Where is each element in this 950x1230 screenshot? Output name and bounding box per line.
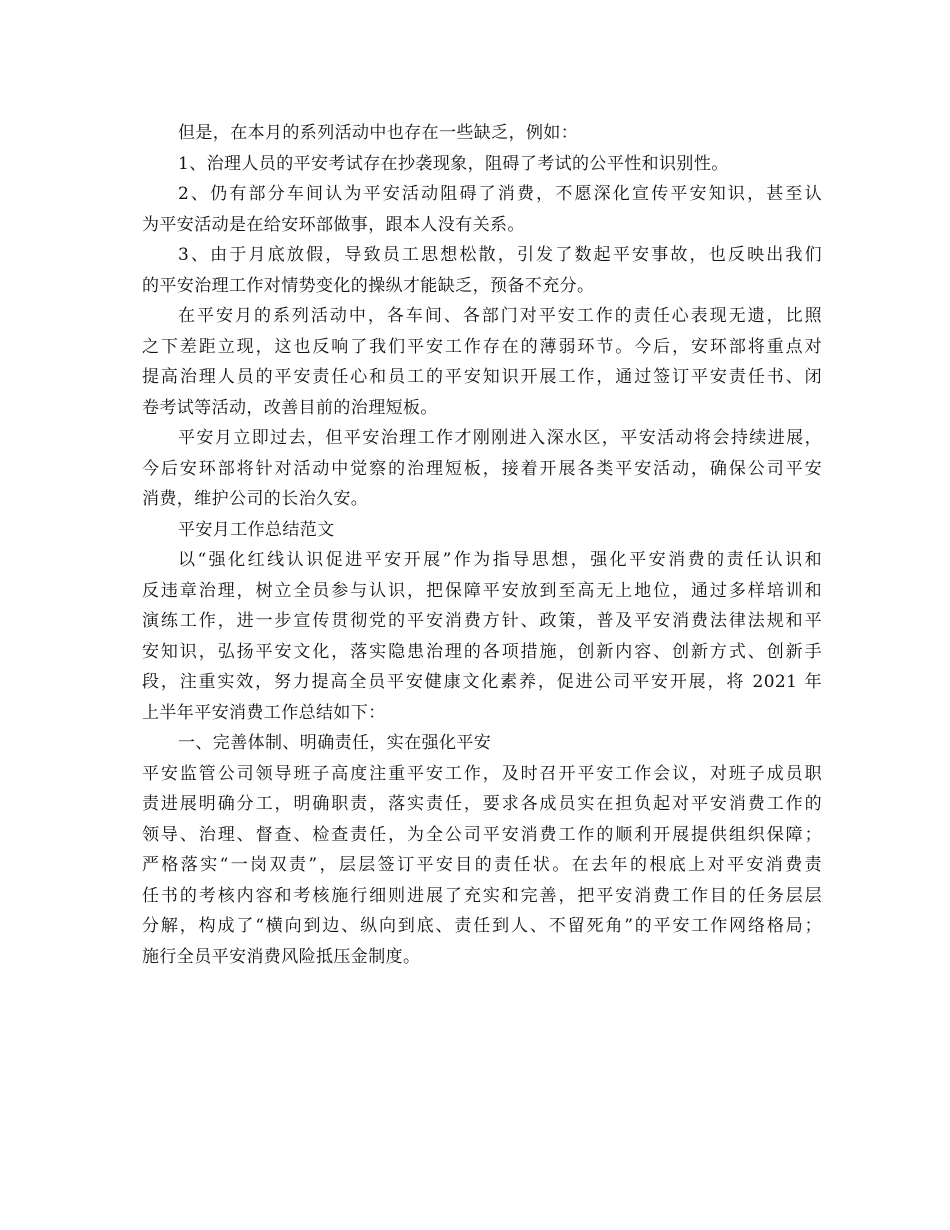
text-line: 卷考试等活动，改善目前的治理短板。 (142, 397, 438, 418)
text-line: 领导、治理、督查、检查责任，为全公司平安消费工作的顺利开展提供组织保障； (142, 824, 822, 845)
text-line: 一、完善体制、明确责任，实在强化平安 (178, 733, 492, 753)
text-line: 1、治理人员的平安考试存在抄袭现象，阻碍了考试的公平性和识别性。 (178, 153, 729, 174)
text-line: 上半年平安消费工作总结如下： (142, 702, 386, 723)
text-line: 为平安活动是在给安环部做事，跟本人没有关系。 (142, 214, 525, 235)
text-line: 在平安月的系列活动中，各车间、各部门对平安工作的责任心表现无遗，比照 (178, 306, 822, 326)
text-line: 今后安环部将针对活动中觉察的治理短板，接着开展各类平安活动，确保公司平安 (142, 458, 822, 479)
text-line: 施行全员平安消费风险抵压金制度。 (142, 946, 421, 967)
text-line: 但是，在本月的系列活动中也存在一些缺乏，例如： (178, 123, 579, 143)
text-line: 平安监管公司领导班子高度注重平安工作，及时召开平安工作会议，对班子成员职 (142, 763, 822, 784)
text-line: 段，注重实效，努力提高全员平安健康文化素养，促进公司平安开展，将 2021 年 (142, 672, 822, 692)
text-line: 消费，维护公司的长治久安。 (142, 489, 369, 509)
text-line: 严格落实“一岗双责”，层层签订平安目的责任状。在去年的根底上对平安消费责 (142, 855, 822, 875)
text-line: 反违章治理，树立全员参与认识，把保障平安放到至高无上地位，通过多样培训和 (142, 580, 822, 601)
text-line: 2、仍有部分车间认为平安活动阻碍了消费，不愿深化宣传平安知识，甚至认 (178, 184, 822, 204)
text-line: 平安月立即过去，但平安治理工作才刚刚进入深水区，平安活动将会持续进展， (178, 428, 822, 448)
text-line: 的平安治理工作对情势变化的操纵才能缺乏，预备不充分。 (142, 275, 595, 296)
text-line: 演练工作，进一步宣传贯彻党的平安消费方针、政策，普及平安消费法律法规和平 (142, 611, 822, 631)
text-line: 责进展明确分工，明确职责，落实责任，要求各成员实在担负起对平安消费工作的 (142, 794, 822, 814)
text-line: 平安月工作总结范文 (178, 519, 335, 540)
text-line: 之下差距立现，这也反响了我们平安工作存在的薄弱环节。今后，安环部将重点对 (142, 336, 822, 357)
text-line: 安知识，弘扬平安文化，落实隐患治理的各项措施，创新内容、创新方式、创新手 (142, 641, 822, 662)
text-line: 分解，构成了“横向到边、纵向到底、责任到人、不留死角”的平安工作网络格局； (142, 916, 822, 936)
text-line: 提高治理人员的平安责任心和员工的平安知识开展工作，通过签订平安责任书、闭 (142, 367, 822, 387)
text-line: 以“强化红线认识促进平安开展”作为指导思想，强化平安消费的责任认识和 (178, 550, 822, 570)
text-line: 3、由于月底放假，导致员工思想松散，引发了数起平安事故，也反映出我们 (178, 245, 822, 265)
document-page (142, 118, 822, 972)
text-line: 任书的考核内容和考核施行细则进展了充实和完善，把平安消费工作目的任务层层 (142, 885, 822, 906)
